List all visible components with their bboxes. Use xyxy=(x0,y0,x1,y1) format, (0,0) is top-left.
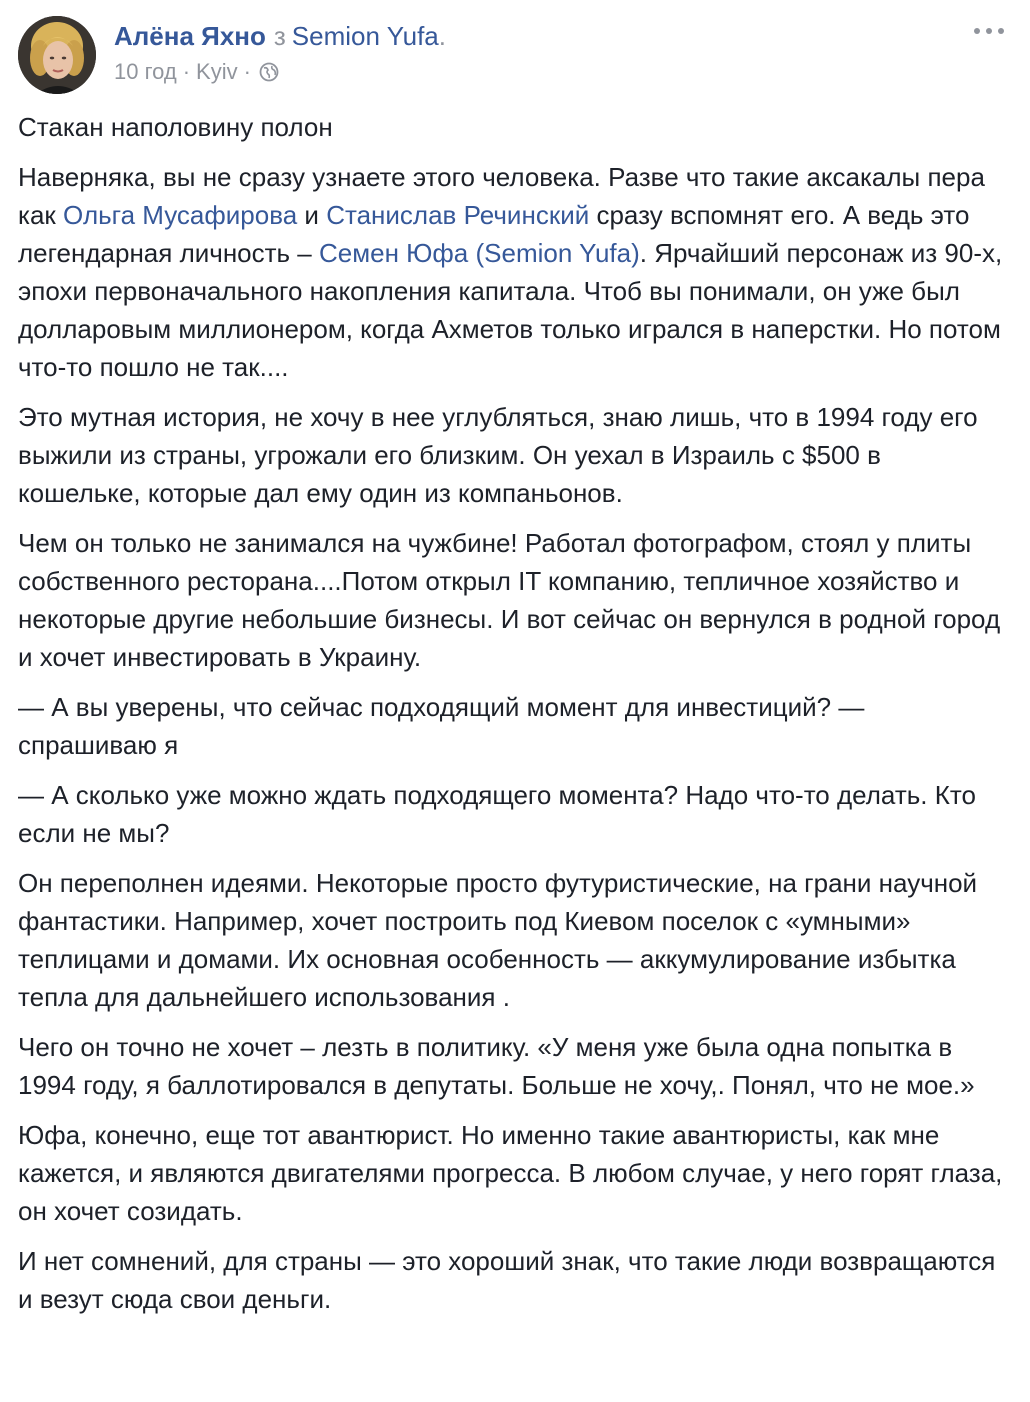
meta-separator: · xyxy=(243,59,251,84)
mention-link-rechinsky[interactable]: Станислав Речинский xyxy=(326,200,590,230)
with-word: з xyxy=(273,21,286,51)
globe-icon[interactable] xyxy=(259,62,279,82)
post-paragraph-2: Это мутная история, не хочу в нее углубляться, знаю лишь, что в 1994 году его выжили из страны, угрожали его близким. Он уехал в Израиль с $500 в кошельке, которые дал ему один из компаньонов. xyxy=(18,402,978,508)
mention-link-musafirova[interactable]: Ольга Мусафирова xyxy=(63,200,298,230)
more-options-icon[interactable] xyxy=(974,18,1004,44)
post-paragraph-8: Юфа, конечно, еще тот авантюрист. Но именно такие авантюристы, как мне кажется, и являются двигателями прогресса. В любом случае, у него горят глаза, он хочет созидать. xyxy=(18,1120,1003,1226)
post-paragraph-6: Он переполнен идеями. Некоторые просто футуристические, на грани научной фантастики. Например, хочет построить под Киевом поселок с «умными» теплицами и домами. Их основная особенность — аккумулирование избытка тепла для дальнейшего использования . xyxy=(18,868,978,1012)
more-dot xyxy=(998,28,1004,34)
paragraph-text: и xyxy=(297,200,327,230)
post-timestamp[interactable]: 10 год xyxy=(114,59,177,84)
post-paragraph-5: — А сколько уже можно ждать подходящего момента? Надо что-то делать. Кто если не мы? xyxy=(18,780,976,848)
post-paragraph-3: Чем он только не занимался на чужбине! Работал фотографом, стоял у плиты собственного ресторана....Потом открыл IT компанию, тепличное хозяйство и некоторые другие небольшие бизнесы. И вот сейчас он вернулся в родной город и хочет инвестировать в Украину. xyxy=(18,528,1001,672)
post-header xyxy=(18,14,1012,94)
post-location[interactable]: Kyiv xyxy=(196,59,238,84)
post-body xyxy=(18,108,1008,1330)
post-paragraph-9: И нет сомнений, для страны — это хороший знак, что такие люди возвращаются и везут сюда свои деньги. xyxy=(18,1246,996,1314)
post-title: Стакан наполовину полон xyxy=(18,112,333,142)
paragraph-text: сразу вспомнят его. А ведь это легендарная личность – xyxy=(18,200,970,268)
tagged-suffix: . xyxy=(438,21,446,51)
meta-separator: · xyxy=(182,59,191,84)
paragraph-text: . Ярчайший персонаж из 90-х, эпохи первоначального накопления капитала. Чтоб вы понимали, он уже был долларовым миллионером, когда Ахметов только игрался в наперстки. Но потом что-то пошло не так.... xyxy=(18,238,1003,382)
author-line xyxy=(114,20,446,52)
more-dot xyxy=(986,28,992,34)
author-avatar[interactable] xyxy=(18,16,96,94)
post-paragraph-4: — А вы уверены, что сейчас подходящий момент для инвестиций? — спрашиваю я xyxy=(18,692,865,760)
tagged-person-link[interactable]: Semion Yufa xyxy=(291,21,439,51)
avatar-image xyxy=(18,16,96,94)
mention-link-yufa[interactable]: Семен Юфа (Semion Yufa) xyxy=(319,238,640,268)
post-paragraph-1 xyxy=(18,158,1008,386)
post-paragraph-7: Чего он точно не хочет – лезть в политику. «У меня уже была одна попытка в 1994 году, я баллотировался в депутаты. Больше не хочу,. Понял, что не мое.» xyxy=(18,1032,975,1100)
author-name-link[interactable]: Алёна Яхно xyxy=(114,21,266,51)
post-meta xyxy=(114,58,279,86)
paragraph-text: Наверняка, вы не сразу узнаете этого человека. Разве что такие аксакалы пера как xyxy=(18,162,985,230)
more-dot xyxy=(974,28,980,34)
